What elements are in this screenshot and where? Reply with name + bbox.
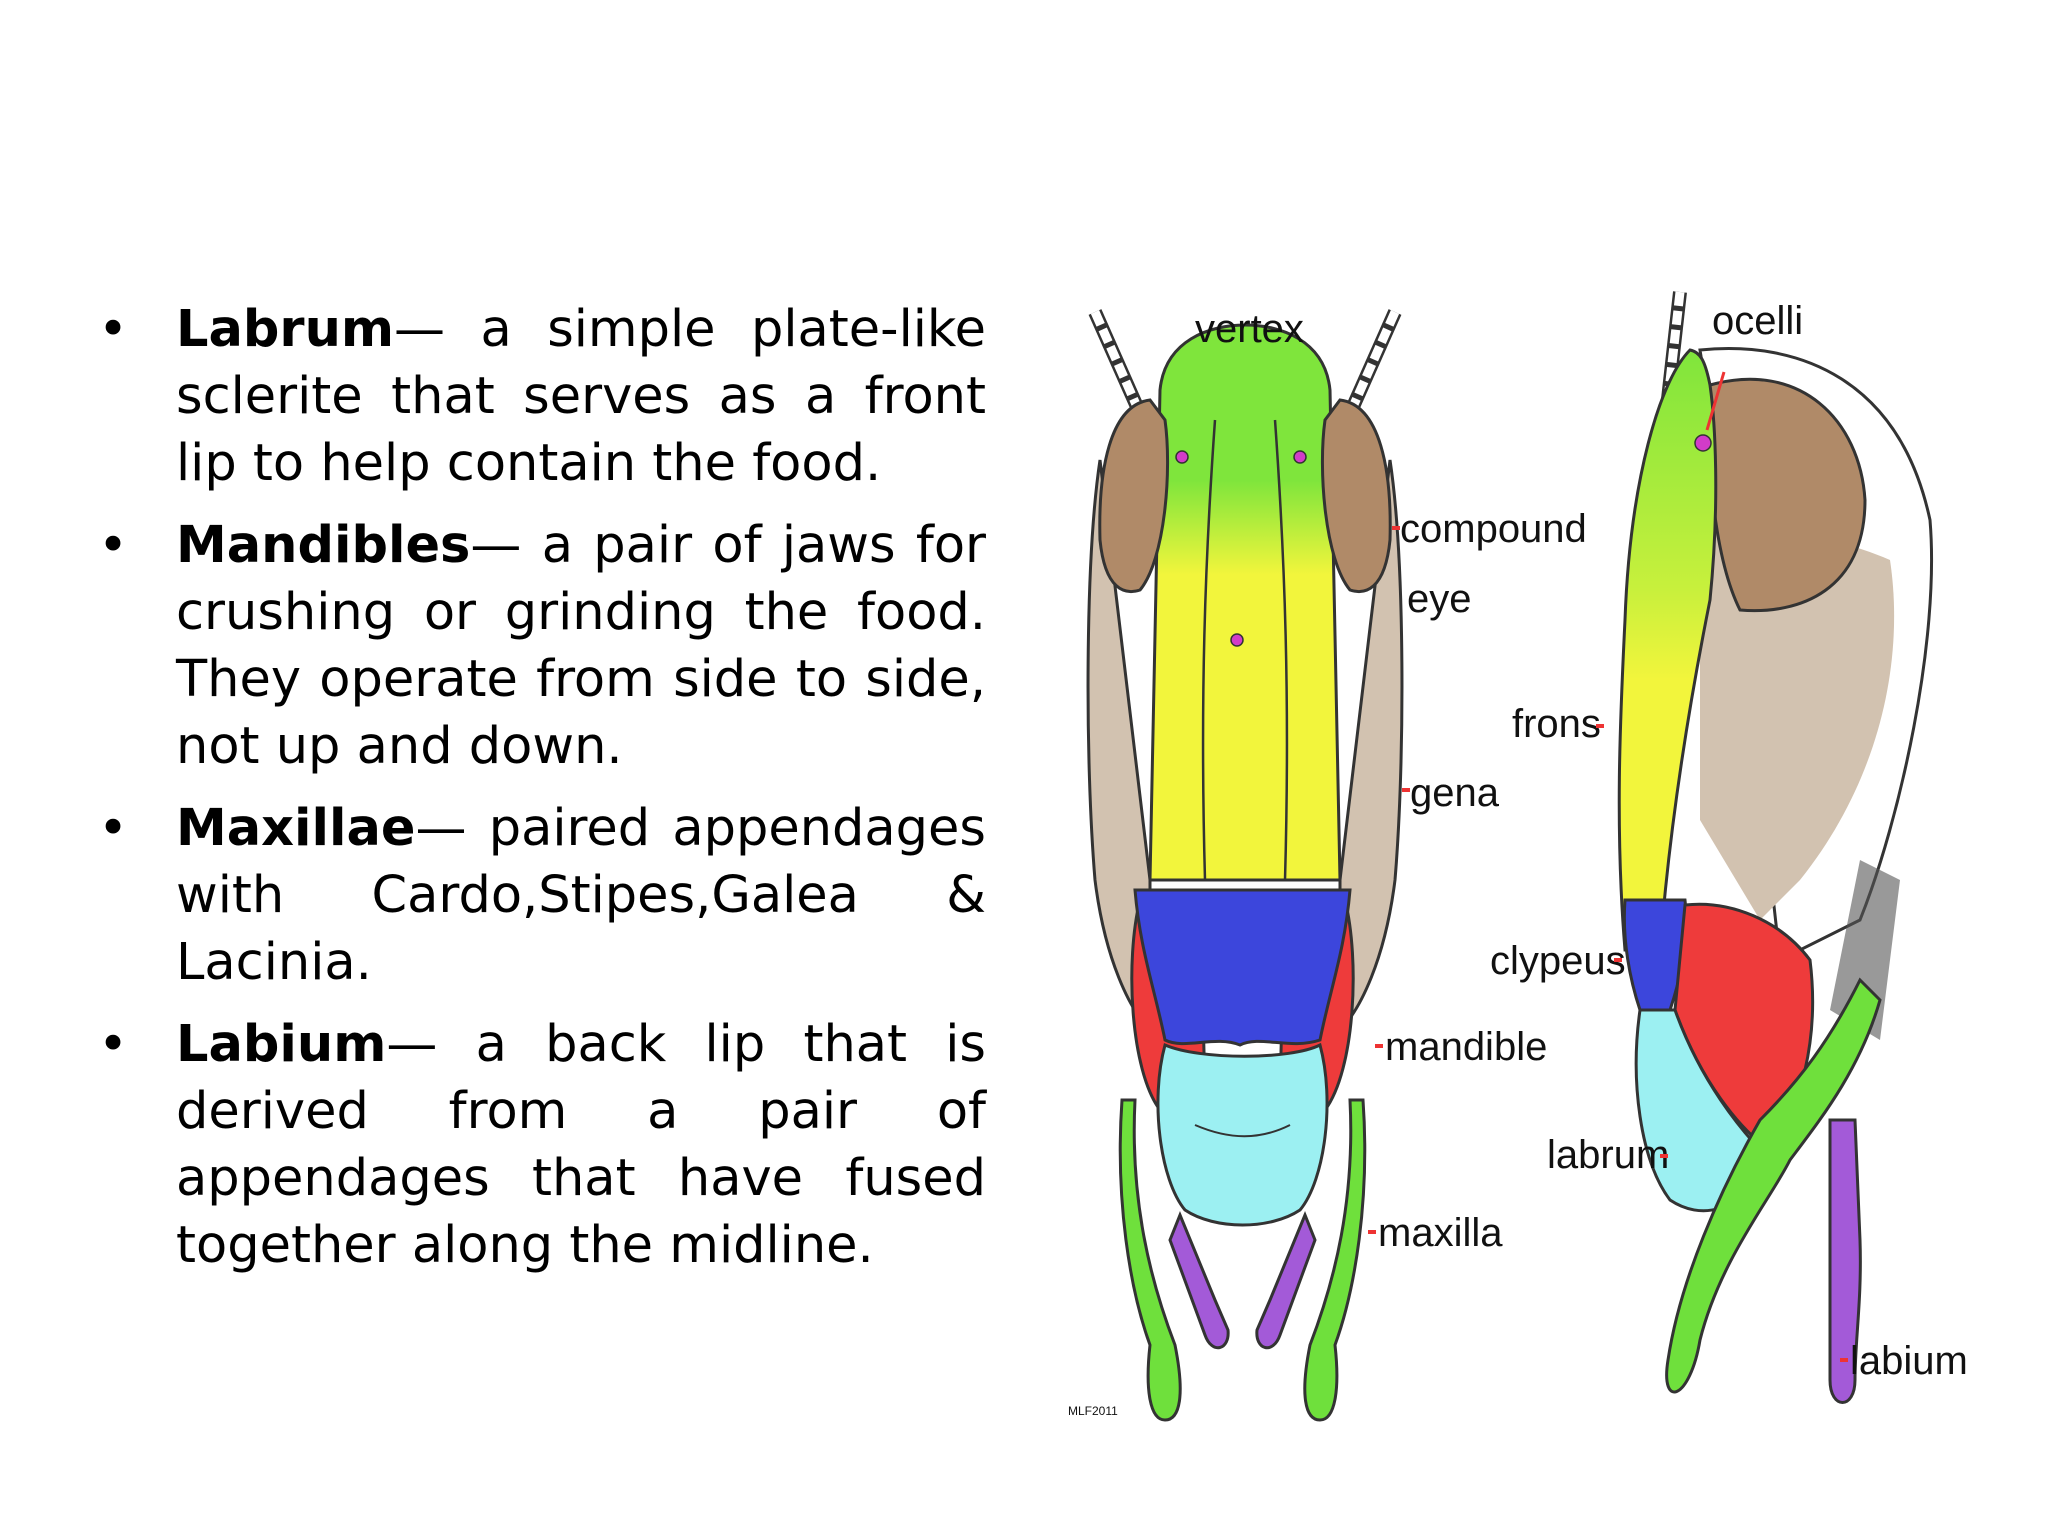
label-clypeus: clypeus (1490, 939, 1626, 983)
label-labrum: labrum (1547, 1133, 1670, 1177)
side-view (1619, 292, 1931, 1403)
bullet-labrum (98, 296, 986, 497)
bullet-mandibles (98, 512, 986, 780)
front-view (1088, 312, 1402, 1420)
bullet-labium (98, 1011, 986, 1279)
term-mandibles: Mandibles (176, 516, 471, 575)
bullet-list (98, 296, 986, 1279)
label-compound-line2: eye (1407, 577, 1472, 621)
labial-palp-right (1257, 1215, 1315, 1348)
clypeus-front (1135, 890, 1350, 1045)
definition-mandibles: — a pair of jaws for crushing or grinding the food. They operate from side to side, not up and down. (176, 516, 986, 776)
bullet-dot: • (98, 516, 129, 575)
label-ocelli: ocelli (1712, 299, 1804, 343)
labial-palp-left (1170, 1215, 1228, 1348)
label-vertex: vertex (1195, 307, 1304, 351)
labrum-front (1158, 1045, 1327, 1225)
definition-maxillae: — paired appendages with Cardo,Stipes,Galea & Lacinia. (176, 799, 986, 992)
bullet-dot: • (98, 799, 129, 858)
ocellus-side (1695, 435, 1711, 451)
definition-labrum: — a simple plate-like sclerite that serves as a front lip to help contain the food. (176, 300, 986, 493)
term-labium: Labium (176, 1015, 387, 1074)
term-maxillae: Maxillae (176, 799, 416, 858)
ocellus-right (1294, 451, 1306, 463)
bullet-dot: • (98, 1015, 129, 1074)
figure-credit: MLF2011 (1068, 1404, 1118, 1418)
ocellus-left (1176, 451, 1188, 463)
vertex-frons (1150, 325, 1340, 880)
label-frons: frons (1512, 702, 1601, 746)
label-maxilla: maxilla (1378, 1211, 1503, 1255)
term-labrum: Labrum (176, 300, 395, 359)
ocellus-median (1231, 634, 1243, 646)
text-column (98, 296, 986, 1294)
label-labium: labium (1850, 1339, 1968, 1383)
grasshopper-head-diagram (1062, 282, 1982, 1437)
definition-labium: — a back lip that is derived from a pair of appendages that have fused together along the midline. (176, 1015, 986, 1275)
label-gena: gena (1410, 771, 1499, 815)
bullet-maxillae (98, 795, 986, 996)
bullet-dot: • (98, 300, 129, 359)
label-mandible: mandible (1385, 1025, 1548, 1069)
label-compound-line1: compound (1400, 507, 1587, 551)
